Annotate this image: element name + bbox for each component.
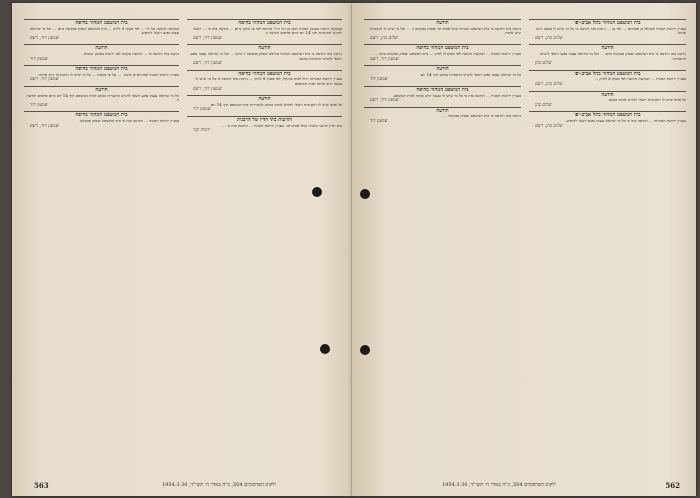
notice-title: הודעה	[364, 19, 521, 26]
notice-signature: שמעון דור	[30, 56, 48, 62]
notice-block	[529, 91, 686, 109]
notice-body: כל מי שרואה עצמו נפגע רשאי להגיש התנגדות בכתב תוך 14 יום.	[419, 71, 521, 77]
right-page	[352, 3, 696, 496]
notice-body: ניתנת בזה הודעה כי ... הוגשה בקשה לצו ירושה בעזבון המנוח.	[82, 50, 179, 56]
notice-signature: שמעון דור, רשם	[30, 77, 59, 83]
notice-block	[187, 116, 342, 134]
notice-body: ניתנת בזה הודעה כי בית המשפט המחוזי בחיפה יעסוק בבקשה זו ביום ... וכל מי שרואה עצמו נפגע רשאי להגיש התנגדות בכתב.	[190, 50, 342, 61]
notice-title: הודעה	[187, 95, 342, 102]
binding-hole-top	[360, 189, 370, 199]
notice-block	[24, 44, 179, 62]
notice-body: בעניין ירושת המנוח ... הודעה בזה כי בית המשפט יעסוק בבקשה.	[78, 117, 179, 123]
notice-signature: שלום כהן, רשם	[535, 35, 563, 41]
notice-signature: שמעון דור, רשם	[193, 86, 222, 92]
notice-block	[364, 65, 521, 83]
notice-signature: שלום כהן, רשם	[535, 123, 563, 129]
right-page-footer: ילקוט הפרסומים 504, כ"ה באדר ה׳ תשי"ד, 1954.3.30	[442, 482, 556, 488]
notice-title: בית המשפט המחוזי בתל אביב-יפו	[529, 19, 686, 26]
left-page-number: 563	[34, 481, 49, 490]
notice-block	[529, 19, 686, 41]
notice-title: בית המשפט המחוזי בחיפה	[364, 86, 521, 93]
left-binding-hole-bottom	[320, 344, 330, 354]
notice-signature: שמעון דור, רשם	[30, 35, 59, 41]
notice-block	[364, 44, 521, 62]
notice-block	[364, 19, 521, 41]
right-page-columns	[364, 17, 686, 470]
notice-signature: שמעון דור, רשם	[370, 56, 399, 62]
notice-body: הבקשה הוגשה על ידי ... לפי סעיף 9 לחוק ... בית המשפט יעסוק בבקשה ביום ... וכל מי שרואה עצמו נפגע רשאי להופיע.	[30, 25, 179, 36]
left-page-columns	[24, 17, 342, 470]
notice-title: בית המשפט המחוזי בחיפה	[187, 70, 342, 77]
notice-signature: שמעון דור, רשם	[193, 35, 222, 41]
notice-body: כל אדם שיש לו התנגדות רשאי להגיש אותה בכתב.	[607, 97, 686, 103]
notice-title: הודעות בתי הדין של הרבנות	[187, 116, 342, 123]
notice-body: בעניין ירושת המנוחה רחל לבית פרנקל, לפי סעיף 8 לחוק ... ניתנת בזה הודעה כי כל מי שיש לו טענה יגיש אותה לבית המשפט.	[195, 76, 342, 86]
notice-signature: ירמיה קנר	[193, 128, 211, 134]
notice-block	[187, 44, 342, 66]
left-page-column-1	[187, 17, 342, 470]
notice-signature: שמעון דור, רשם	[193, 61, 222, 67]
notice-body: בבקשת ירושה בעזבון המנוח יוסף בן דוד הי"ו מחיפה לפי צו שנתן ביום ... הודעה בזה כי ... רשאי להגיש התנגדות תוך 14 יום מיום פרסום הודעה זו.	[193, 25, 342, 36]
notice-block	[364, 86, 521, 104]
notice-title: בית המשפט המחוזי בחיפה	[24, 111, 179, 118]
notice-block	[529, 111, 686, 129]
notice-signature: שמעון דור, רשם	[30, 123, 59, 129]
notice-block	[24, 111, 179, 129]
notice-signature: שמעון דור	[370, 118, 388, 124]
left-page	[12, 3, 352, 496]
notice-title: הודעה	[529, 91, 686, 98]
notice-signature: שלום כהן, רשם	[535, 81, 563, 87]
notice-title: הודעה	[529, 44, 686, 51]
notice-body: בעניין ירושת המנוח אברהם בן משה, ... על פי בקשת ... כל מי שיש לו התנגדות יגיש אותה.	[37, 71, 179, 77]
binding-hole-bottom	[360, 345, 370, 355]
document-spread	[12, 3, 696, 496]
notice-block	[24, 19, 179, 41]
notice-body: ניתנת בזה הודעה כי בית המשפט יעסוק בבקשה ...	[443, 113, 521, 119]
notice-signature: שמעון דור	[193, 107, 211, 113]
notice-title: בית המשפט המחוזי בתל אביב-יפו	[529, 111, 686, 118]
notice-signature: שמעון דור	[370, 77, 388, 83]
notice-block	[529, 44, 686, 66]
notice-signature: שלום כהן	[535, 102, 552, 108]
notice-body: בעניין ירושת המנוח ... הודעה בזה כי כל מי שיש לו טענה יגיש אותה לבית המשפט.	[392, 92, 521, 98]
notice-title: הודעה	[364, 65, 521, 72]
notice-title: הודעה	[187, 44, 342, 51]
notice-body: בית הדין הרבני האזורי בתל אביב-יפו. בעניין ירושת המנוח ... הודעה בזה כי ...	[221, 122, 342, 128]
notice-block	[529, 70, 686, 88]
left-page-footer: ילקוט הפרסומים 504, כ"ה באדר ה׳ תשי"ד, 1954.3.30	[162, 482, 276, 488]
notice-title: הודעה	[24, 44, 179, 51]
notice-title: בית המשפט המחוזי בחיפה	[187, 19, 342, 26]
right-page-number: 562	[665, 481, 680, 490]
left-page-column-2	[24, 17, 179, 470]
notice-body: כל אדם שיש לו התנגדות רשאי להגיש אותה בכתב למזכירות בית המשפט תוך 14 יום.	[209, 101, 342, 107]
notice-body: בעניין ירושת המנוח שמואל בן אברהם ... לפי צו ... ניתנת בזה הודעה כי כל מי שיש לו טענה יגיש אותה.	[536, 25, 686, 36]
notice-title: בית המשפט המחוזי בתל אביב-יפו	[529, 70, 686, 77]
notice-block	[364, 107, 521, 125]
notice-block	[24, 86, 179, 108]
notice-title: בית המשפט המחוזי בחיפה	[24, 19, 179, 26]
notice-block	[187, 95, 342, 113]
notice-signature: שמעון דור	[30, 102, 48, 108]
notice-signature: שמעון דור, רשם	[370, 98, 399, 104]
notice-title: בית המשפט המחוזי בחיפה	[364, 44, 521, 51]
notice-body: בעניין ירושת המנוח ... הבקשה הוגשה לפי סעיף 8 לחוק ...	[594, 76, 686, 82]
right-page-column-1	[529, 17, 686, 470]
notice-body: בעניין ירושת המנוחה ... הודעה בזה כי כל מי שרואה עצמו נפגע רשאי להופיע.	[565, 117, 686, 123]
right-page-column-2	[364, 17, 521, 470]
notice-title: הודעה	[364, 107, 521, 114]
notice-signature: שלום כהן	[535, 61, 552, 67]
notice-body: כל מי שרואה עצמו נפגע רשאי להגיש התנגדות בכתב לבית המשפט תוך 14 יום מיום פרסום הודעה זו.	[26, 92, 179, 103]
notice-block	[187, 70, 342, 92]
notice-body: בעניין ירושת המנוח ... הבקשה הוגשה לפי סעיף 9 לחוק ... בית המשפט יעסוק בבקשה ביום ...	[374, 50, 521, 56]
notice-signature: שלום כהן, רשם	[370, 35, 398, 41]
notice-body: ניתנת בזה הודעה כי בית המשפט יעסוק בבקשה ביום ... וכל מי שרואה עצמו נפגע רשאי להגיש התנגדות.	[540, 50, 686, 61]
notice-body: ניתנת בזה הודעה כי בית המשפט המחוזי בתל אביב-יפו יעסוק בבקשה זו ... וכל מי שיש לו התנגדות יגיש אותה.	[369, 25, 521, 36]
notice-block	[24, 65, 179, 83]
notice-title: הודעה	[24, 86, 179, 93]
notice-title: בית המשפט המחוזי בחיפה	[24, 65, 179, 72]
notice-block	[187, 19, 342, 41]
left-binding-hole-top	[312, 187, 322, 197]
